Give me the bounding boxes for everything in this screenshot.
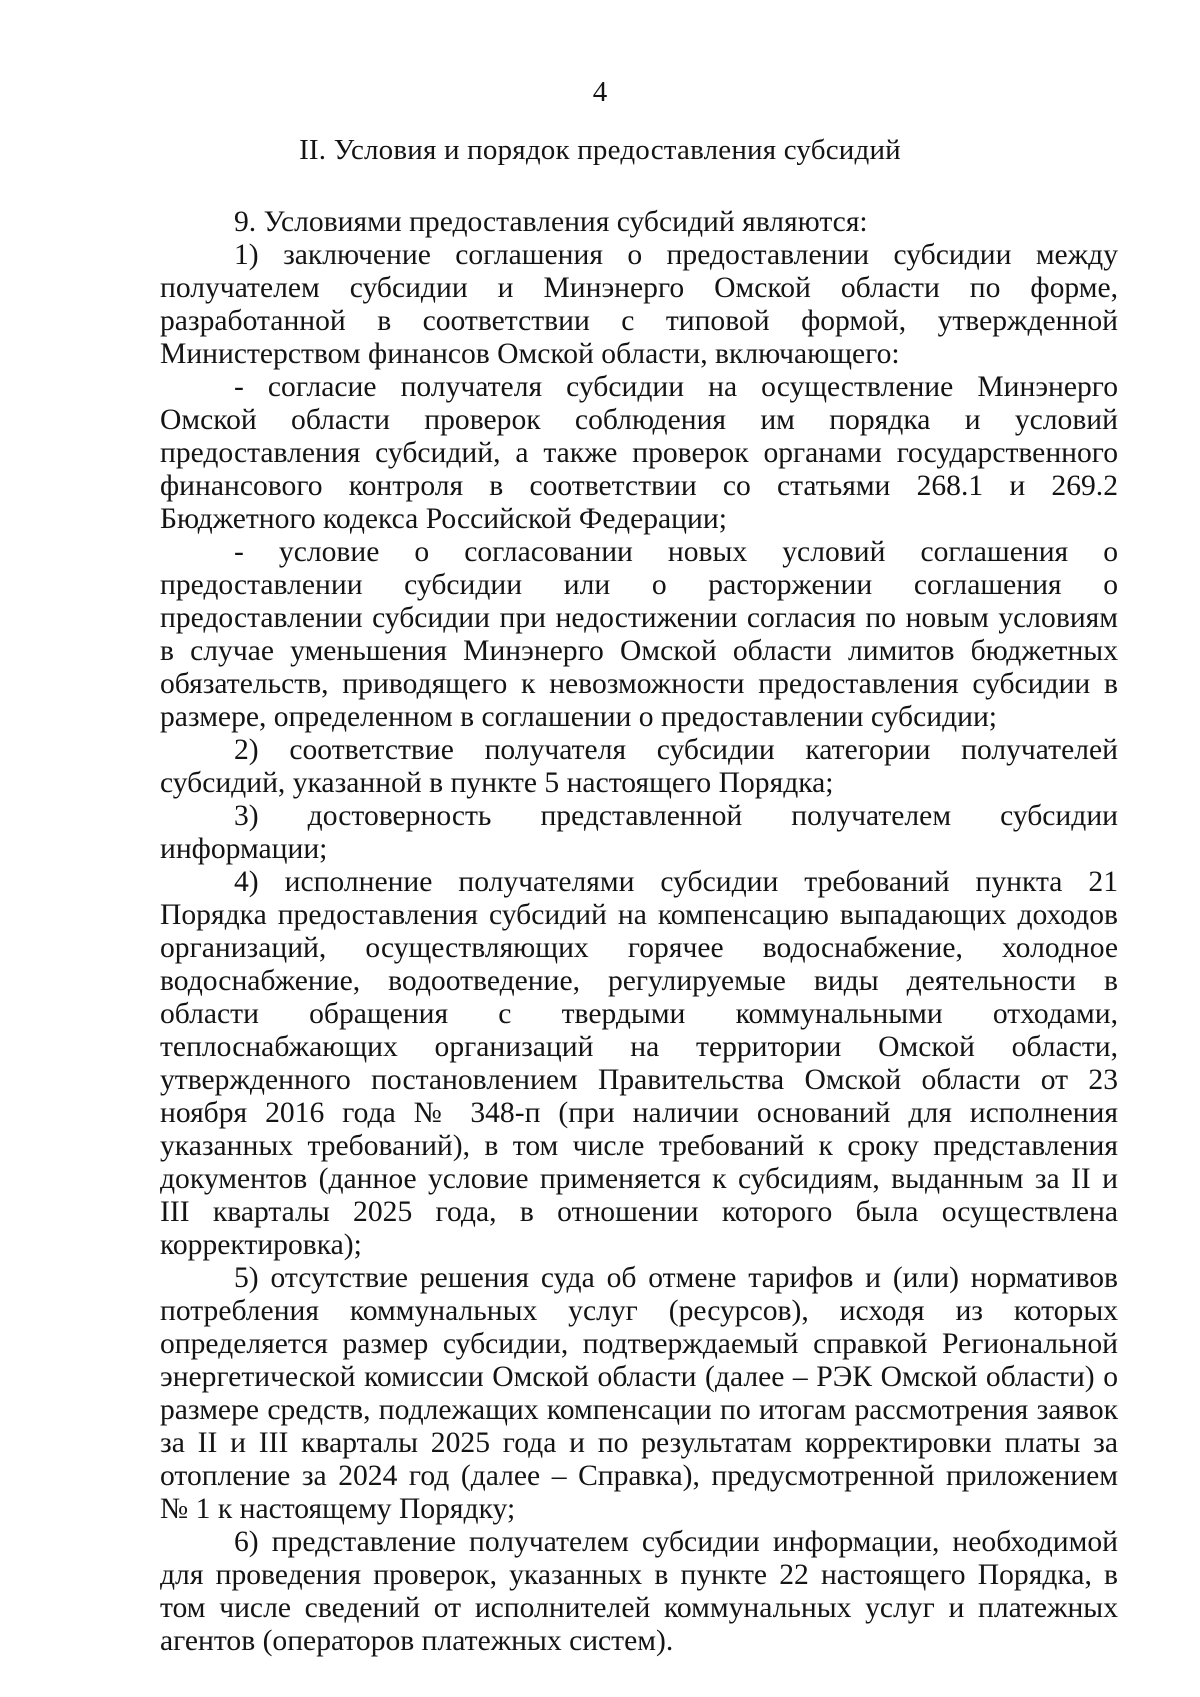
section-title: II. Условия и порядок предоставления субсидий	[299, 134, 901, 166]
paragraph-item-3: 3) достоверность представленной получателем субсидии информации;	[160, 800, 1118, 865]
paragraph-item-4: 4) исполнение получателями субсидии требований пункта 21 Порядка предоставления субсидий на компенсацию выпадающих доходов организаций, осуществляющих горячее водоснабжение, холодное водоснабжение, водоотведение, регулируемые виды деятельности в области обращения с твердыми коммунальными отходами, теплоснабжающих организаций на территории Омской области, утвержденного постановлением Правительства Омской области от 23 ноября 2016 года № 348-п (при наличии оснований для исполнения указанных требований), в том числе требований к сроку представления документов (данное условие применяется к субсидиям, выданным за II и III кварталы 2025 года, в отношении которого была осуществлена корректировка);	[160, 866, 1118, 1261]
paragraph-item-1-condition: - условие о согласовании новых условий соглашения о предоставлении субсидии или о расторжении соглашения о предоставлении субсидии при недостижении согласия по новым условиям в случае уменьшения Минэнерго Омской области лимитов бюджетных обязательств, приводящего к невозможности предоставления субсидии в размере, определенном в соглашении о предоставлении субсидии;	[160, 536, 1118, 733]
paragraph-item-6: 6) представление получателем субсидии информации, необходимой для проведения проверок, указанных в пункте 22 настоящего Порядка, в том числе сведений от исполнителей коммунальных услуг и платежных агентов (операторов платежных систем).	[160, 1526, 1118, 1657]
paragraph-item-1: 1) заключение соглашения о предоставлении субсидии между получателем субсидии и Минэнерго Омской области по форме, разработанной в соответствии с типовой формой, утвержденной Министерством финансов Омской области, включающего:	[160, 239, 1118, 370]
page-number: 4	[592, 76, 608, 108]
paragraph-item-2: 2) соответствие получателя субсидии категории получателей субсидий, указанной в пункте 5 настоящего Порядка;	[160, 734, 1118, 799]
document-body	[160, 206, 1118, 1658]
paragraph-item-5: 5) отсутствие решения суда об отмене тарифов и (или) нормативов потребления коммунальных услуг (ресурсов), исходя из которых определяется размер субсидии, подтверждаемый справкой Региональной энергетической комиссии Омской области (далее – РЭК Омской области) о размере средств, подлежащих компенсации по итогам рассмотрения заявок за II и III кварталы 2025 года и по результатам корректировки платы за отопление за 2024 год (далее – Справка), предусмотренной приложением № 1 к настоящему Порядку;	[160, 1262, 1118, 1525]
paragraph-item-1-consent: - согласие получателя субсидии на осуществление Минэнерго Омской области проверок соблюдения им порядка и условий предоставления субсидий, а также проверок органами государственного финансового контроля в соответствии со статьями 268.1 и 269.2 Бюджетного кодекса Российской Федерации;	[160, 371, 1118, 535]
paragraph-9-intro: 9. Условиями предоставления субсидий являются:	[234, 206, 868, 238]
